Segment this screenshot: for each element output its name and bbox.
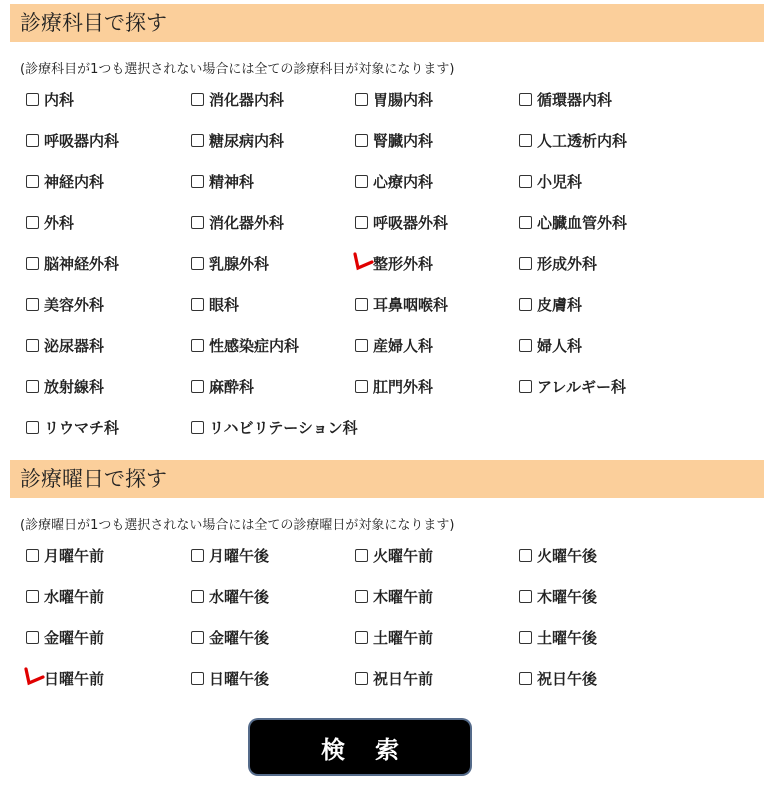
checkbox[interactable] <box>191 380 204 393</box>
checkbox-option[interactable] <box>191 584 269 608</box>
checkbox[interactable] <box>26 380 39 393</box>
checkbox-label: 消化器外科 <box>209 213 285 232</box>
checkbox[interactable] <box>519 216 532 229</box>
checkbox[interactable] <box>191 216 204 229</box>
checkbox[interactable] <box>519 175 532 188</box>
checkbox-option[interactable] <box>519 87 612 111</box>
checkbox-label: 性感染症内科 <box>209 336 300 355</box>
checkbox[interactable] <box>355 134 368 147</box>
checkbox[interactable] <box>519 380 532 393</box>
checkbox-option[interactable] <box>26 292 104 316</box>
checkbox-option[interactable] <box>519 292 582 316</box>
checkbox-option[interactable] <box>191 292 239 316</box>
checkbox[interactable] <box>355 590 368 603</box>
checkbox-label: 肛門外科 <box>373 377 434 396</box>
checkbox-label: 火曜午後 <box>537 546 598 565</box>
checkbox-option[interactable] <box>355 87 433 111</box>
checkbox[interactable] <box>355 631 368 644</box>
checkbox[interactable] <box>355 339 368 352</box>
checkbox-label: 木曜午前 <box>373 587 434 606</box>
checkbox-label: リウマチ科 <box>44 418 120 437</box>
checkbox-label: 眼科 <box>209 295 240 314</box>
checkbox-label: 木曜午後 <box>537 587 598 606</box>
checkbox-option[interactable] <box>519 625 597 649</box>
checkbox-label: 心療内科 <box>373 172 434 191</box>
checkbox-option[interactable] <box>191 415 358 439</box>
checkbox-label: 心臓血管外科 <box>537 213 628 232</box>
days-heading: 診療曜日で探す <box>10 460 764 498</box>
check-mark-icon <box>352 251 376 273</box>
checkbox-option[interactable] <box>355 251 433 275</box>
checkbox-label: 泌尿器科 <box>44 336 105 355</box>
checkbox-label: 金曜午後 <box>209 628 270 647</box>
checkbox-label: 糖尿病内科 <box>209 131 285 150</box>
checkbox[interactable] <box>26 93 39 106</box>
checkbox[interactable] <box>191 672 204 685</box>
checkbox-option[interactable] <box>191 169 254 193</box>
checkbox-option[interactable] <box>26 210 74 234</box>
checkbox-option[interactable] <box>519 374 626 398</box>
checkbox-option[interactable] <box>26 584 104 608</box>
checkbox-option[interactable] <box>355 666 433 690</box>
checkbox-option[interactable] <box>191 625 269 649</box>
checkbox[interactable] <box>355 93 368 106</box>
checkbox-option[interactable] <box>355 543 433 567</box>
checkbox-option[interactable] <box>191 374 254 398</box>
checkbox[interactable] <box>191 631 204 644</box>
checkbox[interactable] <box>26 175 39 188</box>
checkbox-option[interactable] <box>355 128 433 152</box>
checkbox-option[interactable] <box>26 374 104 398</box>
checkbox[interactable] <box>519 672 532 685</box>
checkbox-option[interactable] <box>26 543 104 567</box>
checkbox-option[interactable] <box>519 543 597 567</box>
checkbox-label: 循環器内科 <box>537 90 613 109</box>
checkbox-label: アレルギー科 <box>537 377 627 396</box>
checkbox[interactable] <box>191 298 204 311</box>
checkbox[interactable] <box>26 549 39 562</box>
check-mark-icon <box>23 666 47 688</box>
checkbox-label: 外科 <box>44 213 75 232</box>
checkbox-label: 脳神経外科 <box>44 254 120 273</box>
checkbox-option[interactable] <box>355 625 433 649</box>
checkbox[interactable] <box>191 175 204 188</box>
checkbox-option[interactable] <box>355 169 433 193</box>
checkbox-label: 祝日午前 <box>373 669 434 688</box>
checkbox-option[interactable] <box>191 543 269 567</box>
checkbox-option[interactable] <box>191 128 284 152</box>
checkbox-option[interactable] <box>191 666 269 690</box>
checkbox[interactable] <box>191 339 204 352</box>
checkbox[interactable] <box>519 134 532 147</box>
checkbox-option[interactable] <box>191 251 269 275</box>
checkbox-option[interactable] <box>519 210 627 234</box>
checkbox-option[interactable] <box>355 333 433 357</box>
checkbox[interactable] <box>26 339 39 352</box>
checkbox[interactable] <box>26 421 39 434</box>
checkbox-label: 神経内科 <box>44 172 105 191</box>
checkbox-option[interactable] <box>191 210 284 234</box>
checkbox-label: 人工透析内科 <box>537 131 628 150</box>
checkbox[interactable] <box>355 672 368 685</box>
checkbox[interactable] <box>355 216 368 229</box>
checkbox[interactable] <box>191 134 204 147</box>
checkbox-label: 火曜午前 <box>373 546 434 565</box>
checkbox-label: 水曜午前 <box>44 587 105 606</box>
checkbox-label: 精神科 <box>209 172 255 191</box>
checkbox-label: 整形外科 <box>373 254 434 273</box>
departments-heading: 診療科目で探す <box>10 4 764 42</box>
checkbox[interactable] <box>519 339 532 352</box>
checkbox[interactable] <box>519 549 532 562</box>
checkbox-option[interactable] <box>26 666 104 690</box>
checkbox-option[interactable] <box>26 415 119 439</box>
checkbox-label: 形成外科 <box>537 254 598 273</box>
checkbox-option[interactable] <box>26 625 104 649</box>
checkbox[interactable] <box>191 93 204 106</box>
checkbox-label: 放射線科 <box>44 377 105 396</box>
checkbox-label: 皮膚科 <box>537 295 583 314</box>
checkbox-option[interactable] <box>519 666 597 690</box>
checkbox-label: 腎臓内科 <box>373 131 434 150</box>
checkbox-option[interactable] <box>355 584 433 608</box>
checkbox-label: 土曜午前 <box>373 628 434 647</box>
checkbox[interactable] <box>26 134 39 147</box>
checkbox[interactable] <box>191 590 204 603</box>
checkbox-option[interactable] <box>519 128 627 152</box>
checkbox-label: 月曜午前 <box>44 546 105 565</box>
checkbox-option[interactable] <box>519 251 597 275</box>
checkbox[interactable] <box>26 631 39 644</box>
checkbox[interactable] <box>519 298 532 311</box>
checkbox[interactable] <box>519 257 532 270</box>
checkbox-option[interactable] <box>191 87 284 111</box>
checkbox[interactable] <box>26 590 39 603</box>
checkbox[interactable] <box>355 175 368 188</box>
checkbox-label: 日曜午前 <box>44 669 105 688</box>
checkbox-option[interactable] <box>355 292 448 316</box>
checkbox-option[interactable] <box>355 210 448 234</box>
checkbox[interactable] <box>191 257 204 270</box>
checkbox-label: 水曜午後 <box>209 587 270 606</box>
checkbox-option[interactable] <box>519 584 597 608</box>
checkbox-label: 月曜午後 <box>209 546 270 565</box>
checkbox-option[interactable] <box>519 333 582 357</box>
checkbox-label: 土曜午後 <box>537 628 598 647</box>
checkbox-label: 消化器内科 <box>209 90 285 109</box>
checkbox-label: 呼吸器内科 <box>44 131 120 150</box>
checkbox-option[interactable] <box>355 374 433 398</box>
checkbox-option[interactable] <box>26 251 119 275</box>
checkbox-label: 麻酔科 <box>209 377 255 396</box>
checkbox-option[interactable] <box>26 87 74 111</box>
checkbox-label: 小児科 <box>537 172 583 191</box>
checkbox[interactable] <box>191 549 204 562</box>
checkbox[interactable] <box>355 380 368 393</box>
checkbox[interactable] <box>26 216 39 229</box>
checkbox[interactable] <box>355 549 368 562</box>
checkbox[interactable] <box>26 257 39 270</box>
checkbox-option[interactable] <box>26 169 104 193</box>
checkbox[interactable] <box>519 631 532 644</box>
checkbox[interactable] <box>191 421 204 434</box>
checkbox[interactable] <box>519 590 532 603</box>
checkbox-label: 祝日午後 <box>537 669 598 688</box>
checkbox-option[interactable] <box>191 333 299 357</box>
checkbox[interactable] <box>26 298 39 311</box>
checkbox-label: 金曜午前 <box>44 628 105 647</box>
checkbox-label: 乳腺外科 <box>209 254 270 273</box>
checkbox-label: 内科 <box>44 90 75 109</box>
checkbox[interactable] <box>355 298 368 311</box>
checked-checkbox[interactable] <box>26 672 39 685</box>
checkbox-label: 日曜午後 <box>209 669 270 688</box>
checkbox[interactable] <box>519 93 532 106</box>
days-note: (診療曜日が1つも選択されない場合には全ての診療曜日が対象になります) <box>20 518 455 533</box>
departments-note: (診療科目が1つも選択されない場合には全ての診療科目が対象になります) <box>20 62 455 77</box>
checkbox-label: 産婦人科 <box>373 336 434 355</box>
checkbox-label: 耳鼻咽喉科 <box>373 295 449 314</box>
checked-checkbox[interactable] <box>355 257 368 270</box>
checkbox-label: 美容外科 <box>44 295 105 314</box>
checkbox-label: 胃腸内科 <box>373 90 434 109</box>
checkbox-label: 婦人科 <box>537 336 583 355</box>
checkbox-option[interactable] <box>26 333 104 357</box>
checkbox-label: リハビリテーション科 <box>209 418 358 437</box>
checkbox-option[interactable] <box>519 169 582 193</box>
checkbox-option[interactable] <box>26 128 119 152</box>
search-button[interactable]: 検索 <box>250 720 470 774</box>
checkbox-label: 呼吸器外科 <box>373 213 449 232</box>
